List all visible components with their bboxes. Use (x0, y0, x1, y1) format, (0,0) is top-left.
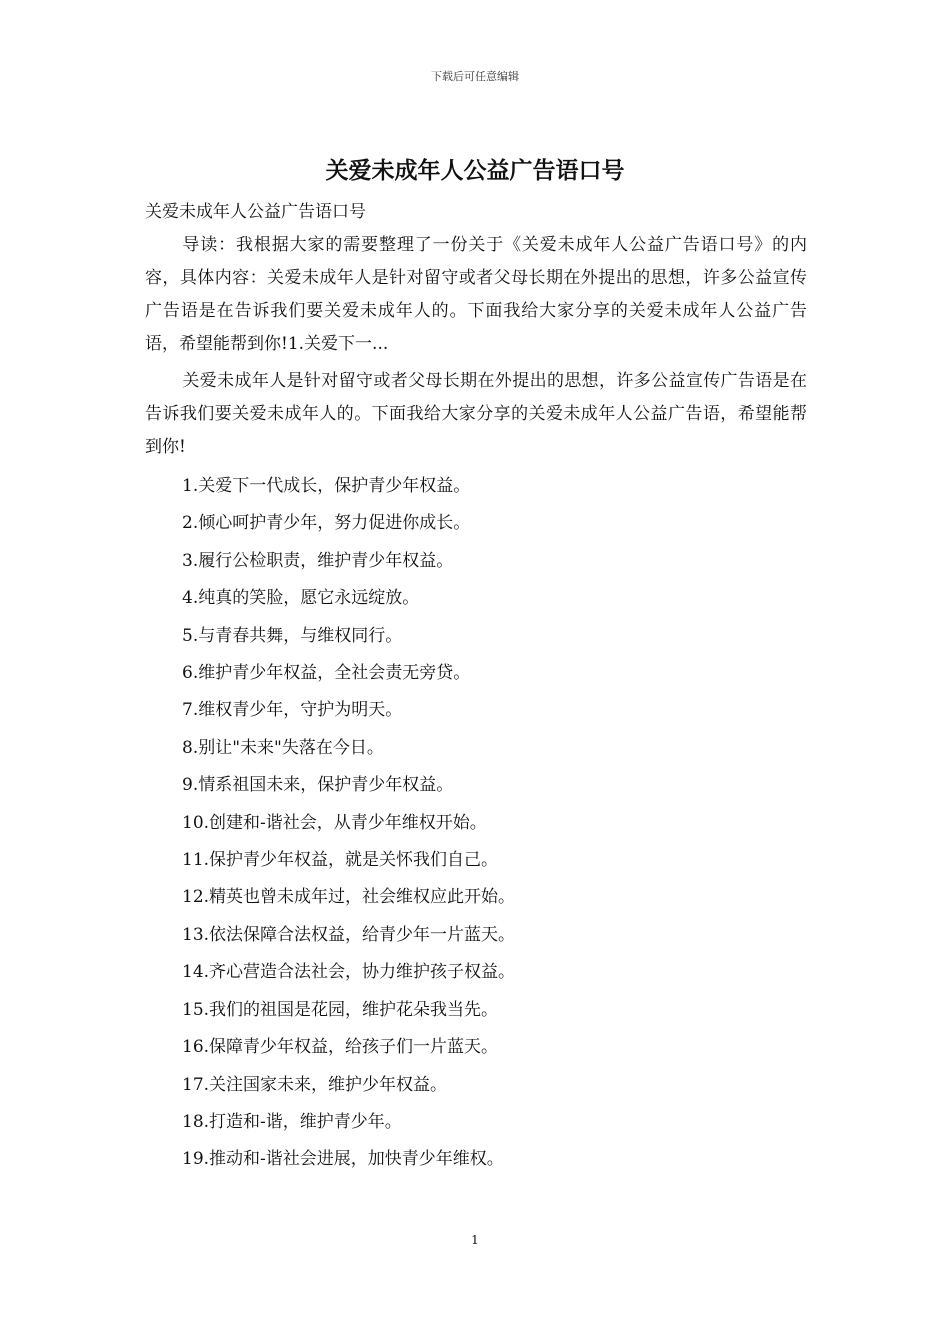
slogan-item: 15.我们的祖国是花园，维护花朵我当先。 (182, 999, 499, 1020)
slogan-item: 3.履行公检职责，维护青少年权益。 (182, 550, 454, 571)
document-subtitle: 关爱未成年人公益广告语口号 (145, 202, 366, 222)
slogan-item: 6.维护青少年权益，全社会责无旁贷。 (182, 663, 471, 684)
slogan-item: 10.创建和-谐社会，从青少年维权开始。 (182, 812, 487, 833)
document-title: 关爱未成年人公益广告语口号 (325, 158, 625, 184)
slogan-list (145, 468, 807, 1179)
slogan-item: 8.别让"未来"失落在今日。 (182, 737, 384, 758)
slogan-item: 13.依法保障合法权益，给青少年一片蓝天。 (182, 924, 516, 945)
slogan-item: 7.维权青少年，守护为明天。 (182, 700, 403, 721)
slogan-item: 4.纯真的笑脸，愿它永远绽放。 (182, 588, 420, 609)
intro-paragraph: 导读：我根据大家的需要整理了一份关于《关爱未成年人公益广告语口号》的内容，具体内容：关爱未成年人是针对留守或者父母长期在外提出的思想，许多公益宣传广告语是在告诉我们要关爱未成年人的。下面我给大家分享的关爱未成年人公益广告语，希望能帮到你!1.关爱下一... (145, 235, 807, 354)
slogan-item: 19.推动和-谐社会进展，加快青少年维权。 (182, 1149, 504, 1170)
document-body (145, 196, 807, 1179)
slogan-item: 16.保障青少年权益，给孩子们一片蓝天。 (182, 1037, 499, 1058)
slogan-item: 5.与青春共舞，与维权同行。 (182, 625, 403, 646)
slogan-item: 1.关爱下一代成长，保护青少年权益。 (182, 476, 471, 496)
slogan-item: 14.齐心营造合法社会，协力维护孩子权益。 (182, 962, 516, 983)
slogan-item: 11.保护青少年权益，就是关怀我们自己。 (182, 850, 499, 871)
slogan-item: 18.打造和-谐，维护青少年。 (182, 1111, 402, 1132)
page-number: 1 (471, 1233, 479, 1247)
body-paragraph: 关爱未成年人是针对留守或者父母长期在外提出的思想，许多公益宣传广告语是在告诉我们要关爱未成年人的。下面我给大家分享的关爱未成年人公益广告语，希望能帮到你! (145, 371, 807, 457)
slogan-item: 17.关注国家未来，维护少年权益。 (182, 1074, 448, 1095)
slogan-item: 12.精英也曾未成年过，社会维权应此开始。 (182, 887, 516, 908)
slogan-item: 9.情系祖国未来，保护青少年权益。 (182, 775, 454, 796)
header-note: 下载后可任意编辑 (431, 70, 519, 83)
slogan-item: 2.倾心呵护青少年，努力促进你成长。 (182, 513, 471, 534)
